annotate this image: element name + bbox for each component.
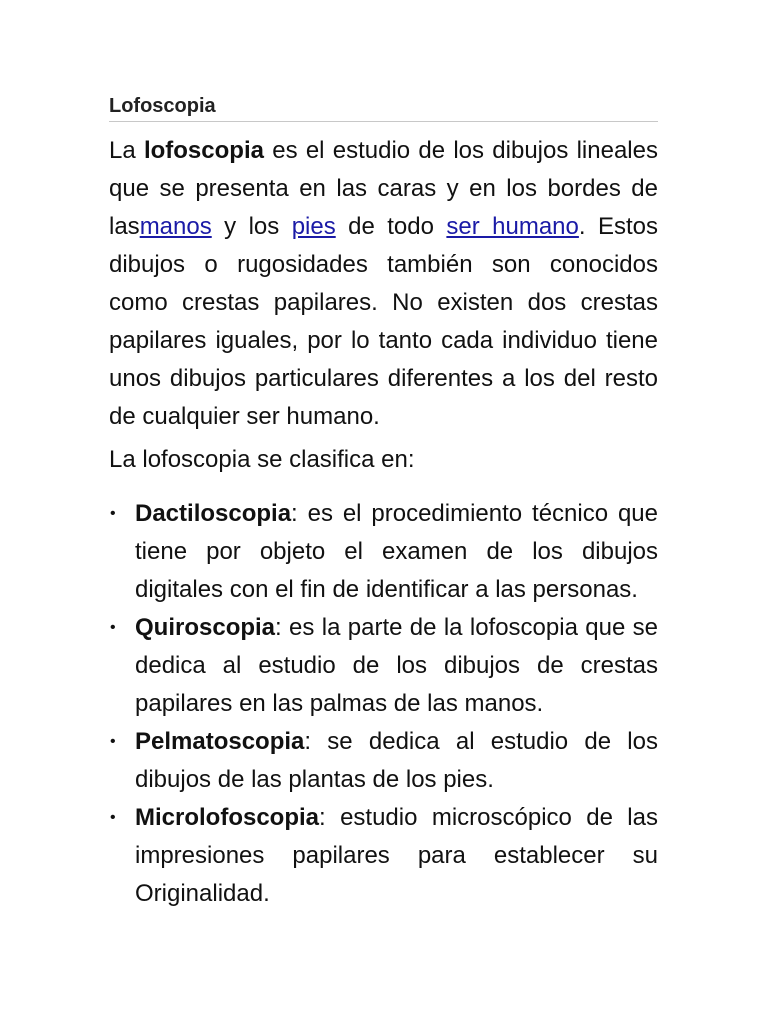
item-text: : estudio microscópico de las impresiones papilares para establecer su Originalidad. [135,804,658,907]
intro-text-2: y los [211,213,292,240]
bullet-icon: • [110,809,116,826]
list-item-quiroscopia [109,609,658,723]
classification-list [109,495,658,913]
item-text: : es la parte de la lofoscopia que se dedica al estudio de los dibujos de crestas papilares en las palmas de las manos. [135,614,658,717]
document-title: Lofoscopia [109,93,658,122]
bullet-icon: • [110,505,116,522]
item-text: : es el procedimiento técnico que tiene por objeto el examen de los dibujos digitales con el fin de identificar a las personas. [135,500,658,603]
document-page [109,93,658,913]
link-manos[interactable]: manos [139,213,212,240]
bullet-icon: • [110,733,116,750]
intro-text-4: . Estos dibujos o rugosidades también son conocidos como crestas papilares. No existen dos crestas papilares iguales, por lo tanto cada individuo tiene unos dibujos particulares diferentes a los del resto de cualquier ser humano. [109,213,659,430]
list-item-dactiloscopia [109,495,658,609]
item-term: Pelmatoscopia [135,728,305,755]
list-item-pelmatoscopia [109,723,658,799]
classification-intro: La lofoscopia se clasifica en: [109,446,415,473]
link-pies[interactable]: pies [291,213,336,240]
link-ser-humano[interactable]: ser humano [446,213,579,240]
item-text: : se dedica al estudio de los dibujos de las plantas de los pies. [135,728,658,793]
list-item-microlofoscopia [109,799,658,913]
item-term: Microlofoscopia [135,804,320,831]
item-term: Dactiloscopia [135,500,292,527]
intro-text-3: de todo [335,213,447,240]
item-term: Quiroscopia [135,614,276,641]
intro-term: lofoscopia [143,137,264,164]
intro-text-1: es el estudio de los dibujos lineales que se presenta en las caras y en los bordes de las [109,137,658,240]
intro-lead: La [109,137,144,164]
bullet-icon: • [110,619,116,636]
intro-paragraph [109,132,658,436]
